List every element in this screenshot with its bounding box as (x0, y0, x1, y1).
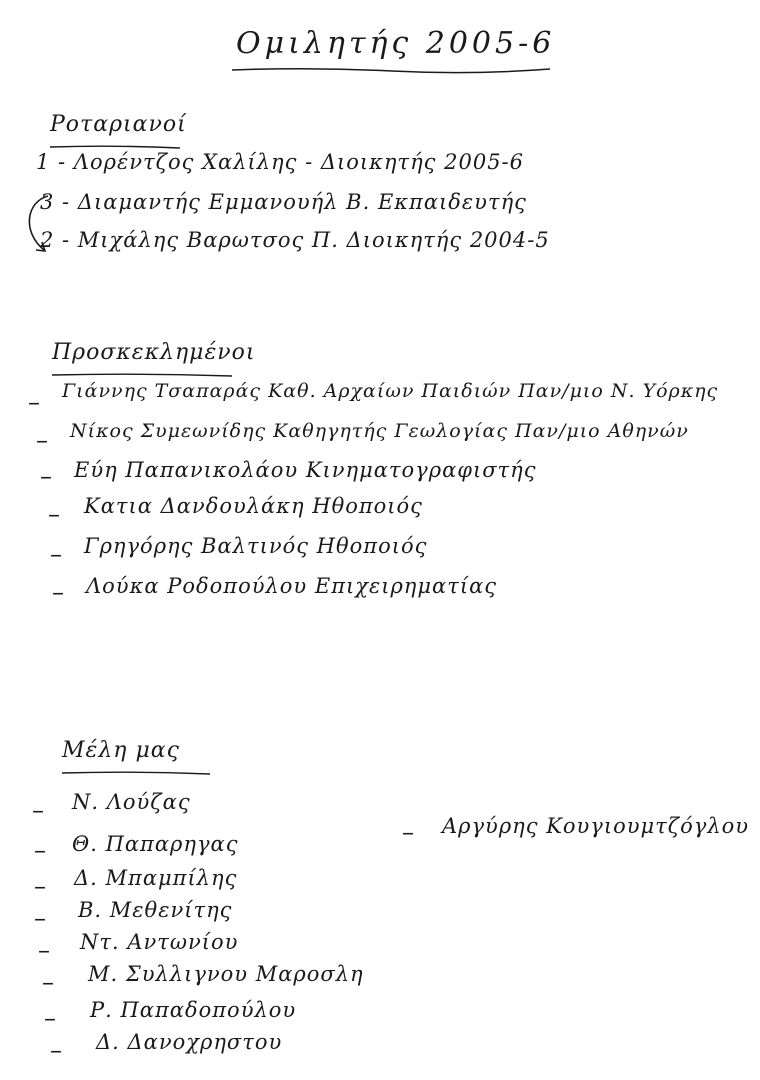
list-item: Δ. Δανοχρηστου (96, 1030, 283, 1054)
page-title: Ομιλητής 2005-6 (236, 26, 556, 61)
list-item: Μ. Συλλιγνου Μαροσλη (88, 962, 364, 986)
list-item: Ντ. Αντωνίου (80, 930, 239, 954)
bullet-dash: – (32, 796, 44, 824)
bullet-dash: – (40, 462, 52, 490)
section-heading-guests: Προσκεκλημένοι (52, 340, 256, 365)
list-item: Νίκος Συμεωνίδης Καθηγητής Γεωλογίας Παν/μιο Αθηνών (70, 420, 689, 442)
list-item: Β. Μεθενίτης (78, 898, 233, 922)
side-note: Αργύρης Κουγιουμτζόγλου (442, 814, 750, 838)
section-underline (62, 770, 210, 776)
list-item: Δ. Μπαμπίλης (74, 866, 238, 890)
bullet-dash: – (50, 540, 62, 568)
bullet-dash: – (36, 426, 48, 454)
bullet-dash: – (402, 818, 414, 846)
list-item: Κατια Δανδουλάκη Ηθοποιός (84, 494, 423, 518)
title-underline (232, 66, 550, 74)
section-heading-rotarians: Ροταριανοί (50, 112, 187, 137)
section-underline (52, 372, 232, 378)
bullet-dash: – (34, 904, 46, 932)
list-item: Γιάννης Τσαπαράς Καθ. Αρχαίων Παιδιών Παν/μιο Ν. Υόρκης (62, 380, 719, 402)
bullet-dash: – (44, 1004, 56, 1032)
bullet-dash: – (42, 968, 54, 996)
list-item: Γρηγόρης Βαλτινός Ηθοποιός (84, 534, 428, 558)
bullet-dash: – (34, 836, 46, 864)
bullet-dash: – (48, 500, 60, 528)
list-item: 1 - Λορέντζος Χαλίλης - Διοικητής 2005-6 (36, 150, 525, 174)
bullet-dash: – (52, 578, 64, 606)
list-item: Θ. Παπαρηγας (72, 832, 239, 856)
list-item: 2 - Μιχάλης Βαρωτσος Π. Διοικητής 2004-5 (40, 228, 550, 252)
list-item: Εύη Παπανικολάου Κινηματογραφιστής (74, 458, 537, 482)
bullet-dash: – (50, 1036, 62, 1064)
bullet-dash: – (34, 872, 46, 900)
list-item: 3 - Διαμαντής Εμμανουήλ Β. Εκπαιδευτής (40, 190, 527, 214)
list-item: Ν. Λούζας (72, 790, 191, 814)
list-item: Ρ. Παπαδοπούλου (90, 998, 297, 1022)
bullet-dash: – (28, 388, 40, 416)
list-item: Λούκα Ροδοπούλου Επιχειρηματίας (86, 574, 498, 598)
bullet-dash: – (38, 936, 50, 964)
section-heading-members: Μέλη μας (62, 738, 180, 763)
